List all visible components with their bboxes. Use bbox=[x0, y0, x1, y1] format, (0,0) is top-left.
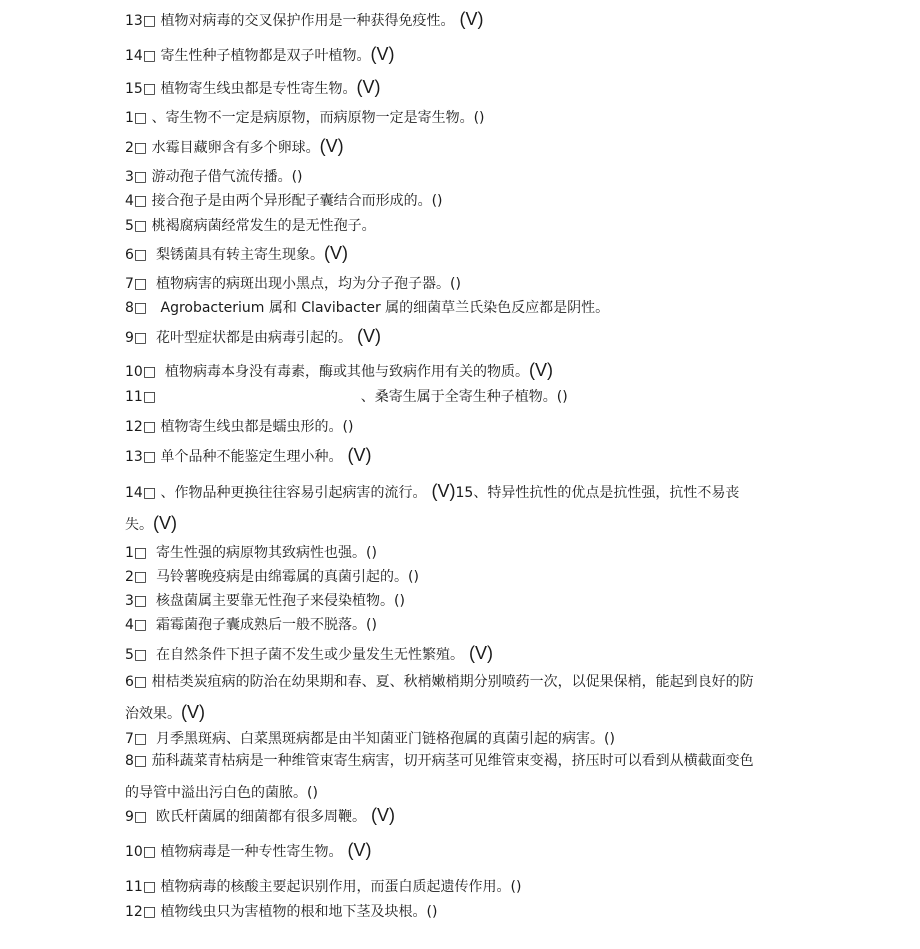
statement-line: 5□ 桃褐腐病菌经常发生的是无性孢子。 bbox=[125, 218, 376, 234]
statement-line: 8□ 茄科蔬菜青枯病是一种维管束寄生病害，切开病茎可见维管束变褐，挤压时可以看到从横截面变色的导管中溢出污白色的菌脓。() bbox=[125, 753, 754, 801]
statement-line: 12□ 植物线虫只为害植物的根和地下茎及块根。() bbox=[125, 904, 438, 920]
answer-mark: (V) bbox=[528, 360, 553, 380]
statement-line: 11□ 植物病毒的核酸主要起识别作用，而蛋白质起遗传作用。() bbox=[125, 879, 522, 895]
statement-line: 14□ 寄生性种子植物都是双子叶植物。(V) bbox=[125, 44, 395, 64]
answer-mark: (V) bbox=[342, 445, 372, 465]
statement-line: 2□ 水霉目藏卵含有多个卵球。(V) bbox=[125, 136, 344, 156]
statement-line: 14□ 、作物品种更换往往容易引起病害的流行。 (V)15、特异性抗性的优点是抗性强，抗性不易丧失。(V) bbox=[125, 481, 740, 533]
answer-mark: (V) bbox=[370, 44, 395, 64]
statement-line: 4□ 接合孢子是由两个异形配子囊结合而形成的。() bbox=[125, 193, 443, 209]
statement-line: 7□ 月季黑斑病、白菜黑斑病都是由半知菌亚门链格孢属的真菌引起的病害。() bbox=[125, 731, 615, 747]
statement-line: 10□ 植物病毒是一种专性寄生物。 (V) bbox=[125, 840, 372, 860]
answer-mark: (V) bbox=[454, 9, 484, 29]
statement-line: 10□ 植物病毒本身没有毒素，酶或其他与致病作用有关的物质。(V) bbox=[125, 360, 553, 380]
statement-line: 2□ 马铃薯晚疫病是由绵霉属的真菌引起的。() bbox=[125, 569, 419, 585]
answer-mark: (V) bbox=[153, 513, 177, 533]
answer-mark: (V) bbox=[356, 77, 381, 97]
statement-line: 8□ Agrobacterium 属和 Clavibacter 属的细菌草兰氏染色反应都是阴性。 bbox=[125, 300, 610, 316]
answer-mark: (V) bbox=[319, 136, 344, 156]
statement-line: 1□ 、寄生物不一定是病原物，而病原物一定是寄生物。() bbox=[125, 110, 485, 126]
statement-line: 5□ 在自然条件下担子菌不发生或少量发生无性繁殖。 (V) bbox=[125, 643, 494, 663]
statement-line: 3□ 游动孢子借气流传播。() bbox=[125, 169, 303, 185]
statement-line: 3□ 核盘菌属主要靠无性孢子来侵染植物。() bbox=[125, 593, 405, 609]
statement-line: 13□ 植物对病毒的交叉保护作用是一种获得免疫性。 (V) bbox=[125, 9, 484, 29]
statement-line: 9□ 欧氏杆菌属的细菌都有很多周鞭。 (V) bbox=[125, 805, 396, 825]
answer-mark: (V) bbox=[342, 840, 372, 860]
answer-mark: (V) bbox=[426, 481, 456, 501]
answer-mark: (V) bbox=[366, 805, 396, 825]
statement-line: 15□ 植物寄生线虫都是专性寄生物。(V) bbox=[125, 77, 381, 97]
statement-line: 6□ 梨锈菌具有转主寄生现象。(V) bbox=[125, 243, 349, 263]
statement-line: 11□ 、桑寄生属于全寄生种子植物。() bbox=[125, 389, 568, 405]
answer-mark: (V) bbox=[352, 326, 382, 346]
statement-line: 4□ 霜霉菌孢子囊成熟后一般不脱落。() bbox=[125, 617, 377, 633]
statement-line: 6□ 柑桔类炭疽病的防治在幼果期和春、夏、秋梢嫩梢期分别喷药一次，以促果保梢，能起到良好的防治效果。(V) bbox=[125, 674, 754, 722]
statement-line: 1□ 寄生性强的病原物其致病性也强。() bbox=[125, 545, 377, 561]
statement-line: 12□ 植物寄生线虫都是蠕虫形的。() bbox=[125, 419, 354, 435]
statement-line: 7□ 植物病害的病斑出现小黑点，均为分子孢子器。() bbox=[125, 276, 461, 292]
statement-line: 9□ 花叶型症状都是由病毒引起的。 (V) bbox=[125, 326, 382, 346]
answer-mark: (V) bbox=[181, 702, 205, 722]
answer-mark: (V) bbox=[464, 643, 494, 663]
answer-mark: (V) bbox=[324, 243, 349, 263]
statement-line: 13□ 单个品种不能鉴定生理小种。 (V) bbox=[125, 445, 372, 465]
